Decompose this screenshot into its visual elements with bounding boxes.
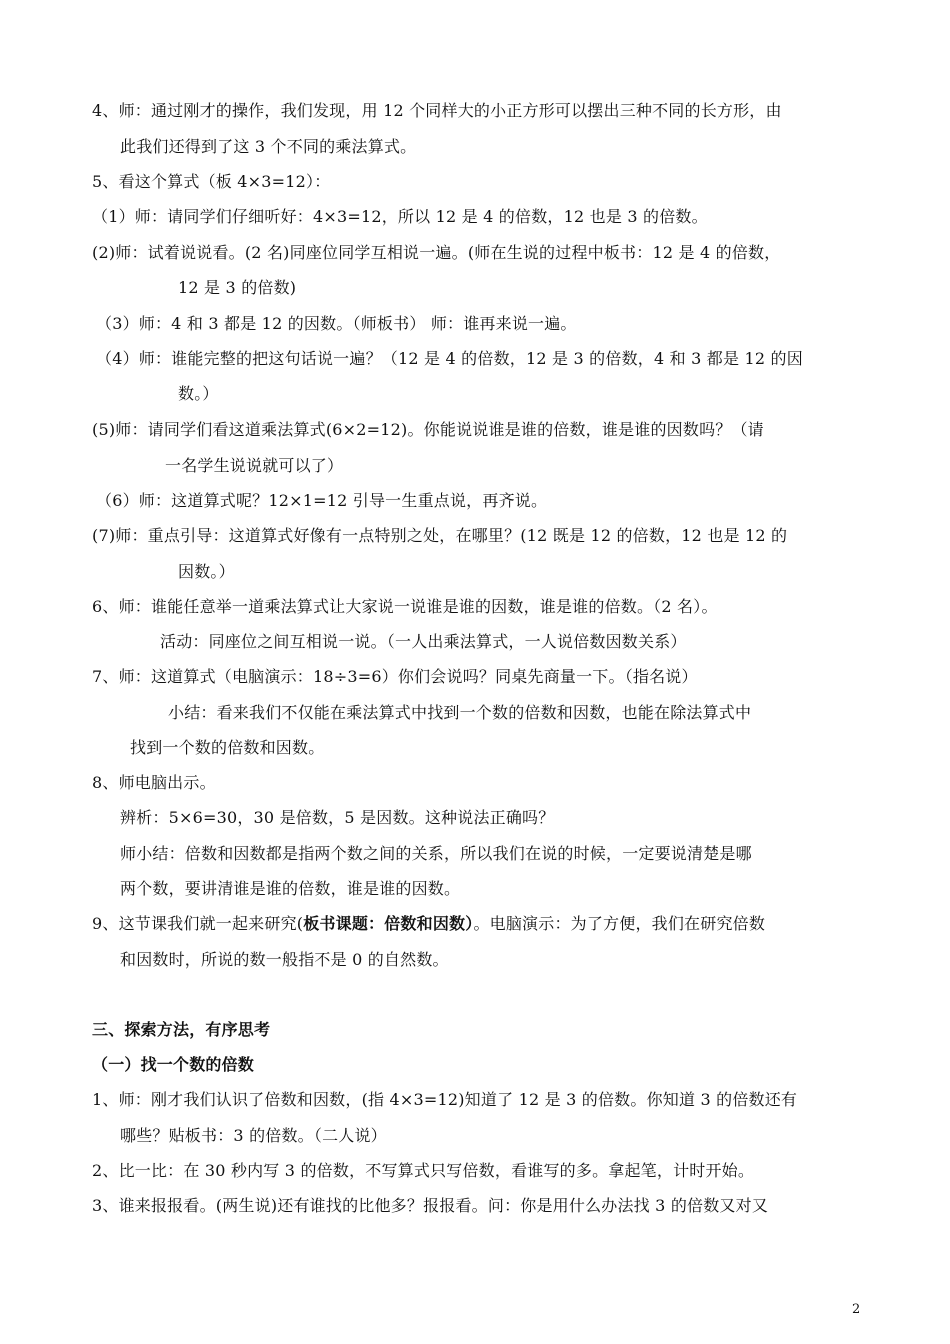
text-segment: 。电脑演示：为了方便，我们在研究倍数 xyxy=(473,914,766,933)
text-line: （4）师：谁能完整的把这句话说一遍？（12 是 4 的倍数，12 是 3 的倍数，4 和 3 都是 12 的因 xyxy=(96,349,803,368)
text-line: 哪些？贴板书：3 的倍数。（二人说） xyxy=(120,1126,387,1145)
text-line: (7)师：重点引导：这道算式好像有一点特别之处，在哪里？(12 既是 12 的倍数，12 也是 12 的 xyxy=(92,526,788,545)
text-line: 一名学生说说就可以了） xyxy=(165,456,344,475)
text-line: 因数。） xyxy=(178,562,235,581)
text-segment: 9、这节课我们就一起来研究( xyxy=(92,914,304,933)
board-title-bold: 板书课题：倍数和因数） xyxy=(303,914,474,933)
text-line: 和因数时，所说的数一般指不是 0 的自然数。 xyxy=(120,950,449,969)
text-line: 12 是 3 的倍数) xyxy=(178,278,297,297)
text-line: （3）师：4 和 3 都是 12 的因数。（师板书） 师：谁再来说一遍。 xyxy=(96,314,577,333)
text-line: 4、师：通过刚才的操作，我们发现，用 12 个同样大的小正方形可以摆出三种不同的长方形，由 xyxy=(92,101,782,120)
text-line: 1、师：刚才我们认识了倍数和因数，(指 4×3=12)知道了 12 是 3 的倍数。你知道 3 的倍数还有 xyxy=(92,1090,798,1109)
text-line: 5、看这个算式（板 4×3=12）： xyxy=(92,172,331,191)
section-heading: 三、探索方法，有序思考 xyxy=(92,1020,271,1039)
text-line: (2)师：试着说说看。(2 名)同座位同学互相说一遍。(师在生说的过程中板书：12 是 4 的倍数， xyxy=(92,243,781,262)
text-line: 6、师：谁能任意举一道乘法算式让大家说一说谁是谁的因数，谁是谁的倍数。（2 名）。 xyxy=(92,597,718,616)
text-line: 活动：同座位之间互相说一说。（一人出乘法算式，一人说倍数因数关系） xyxy=(160,632,687,651)
text-line: 找到一个数的倍数和因数。 xyxy=(130,738,325,757)
text-line: 7、师：这道算式（电脑演示：18÷3=6）你们会说吗？同桌先商量一下。（指名说） xyxy=(92,667,698,686)
text-line: （1）师：请同学们仔细听好：4×3=12，所以 12 是 4 的倍数，12 也是 3 的倍数。 xyxy=(92,207,708,226)
text-line: 8、师电脑出示。 xyxy=(92,773,216,792)
text-line: (5)师：请同学们看这道乘法算式(6×2=12)。你能说说谁是谁的倍数，谁是谁的因数吗？（请 xyxy=(92,420,764,439)
text-line: 2、比一比：在 30 秒内写 3 的倍数，不写算式只写倍数，看谁写的多。拿起笔，计时开始。 xyxy=(92,1161,755,1180)
text-line: 小结：看来我们不仅能在乘法算式中找到一个数的倍数和因数，也能在除法算式中 xyxy=(168,703,752,722)
page-number: 2 xyxy=(852,1302,861,1317)
text-line: 3、谁来报报看。(两生说)还有谁找的比他多？报报看。问：你是用什么办法找 3 的倍数又对又 xyxy=(92,1196,769,1215)
text-line: 两个数，要讲清谁是谁的倍数，谁是谁的因数。 xyxy=(120,879,461,898)
text-line: 数。） xyxy=(178,384,219,403)
subsection-heading: （一）找一个数的倍数 xyxy=(92,1055,255,1074)
text-line: 师小结：倍数和因数都是指两个数之间的关系，所以我们在说的时候，一定要说清楚是哪 xyxy=(120,844,752,863)
text-line: 此我们还得到了这 3 个不同的乘法算式。 xyxy=(120,137,417,156)
text-line-with-bold-title xyxy=(92,914,765,934)
text-line: （6）师：这道算式呢？12×1=12 引导一生重点说，再齐说。 xyxy=(96,491,548,510)
text-line: 辨析：5×6=30，30 是倍数，5 是因数。这种说法正确吗？ xyxy=(120,808,555,827)
